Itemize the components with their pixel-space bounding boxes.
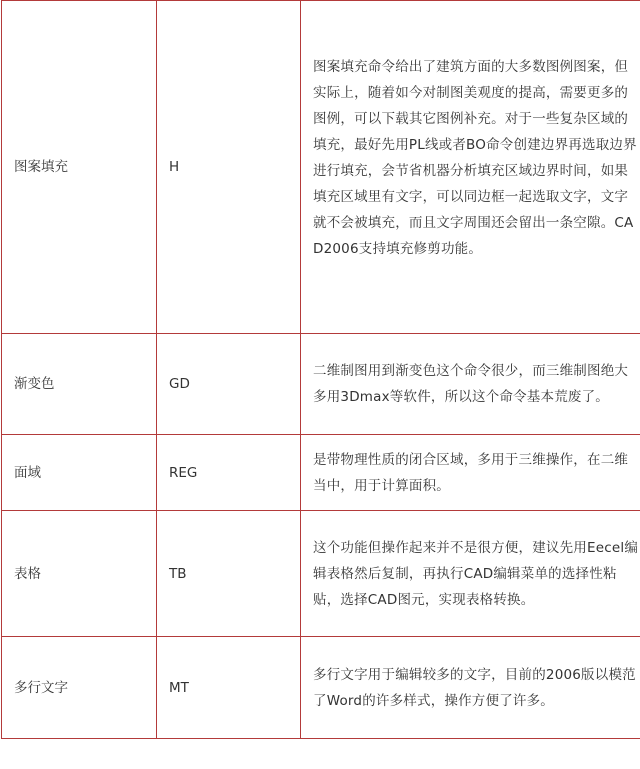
command-description: 图案填充命令给出了建筑方面的大多数图例图案，但实际上，随着如今对制图美观度的提高，需要更多的图例，可以下载其它图例补充。对于一些复杂区域的填充，最好先用PL线或者BO命令创建边界再选取边界进行填充，会节省机器分析填充区域边界时间，如果填充区域里有文字，可以同边框一起选取文字，文字就不会被填充，而且文字周围还会留出一条空隙。CAD2006支持填充修剪功能。 <box>313 59 637 257</box>
command-name-cell <box>2 334 157 435</box>
command-shortcut: REG <box>169 464 198 481</box>
command-description: 这个功能但操作起来并不是很方便，建议先用Eecel编辑表格然后复制，再执行CAD编辑菜单的选择性粘贴，选择CAD图元，实现表格转换。 <box>313 539 639 608</box>
command-shortcut-cell <box>157 1 301 334</box>
command-name-cell <box>2 1 157 334</box>
command-description: 是带物理性质的闭合区域，多用于三维操作，在二维当中，用于计算面积。 <box>313 451 629 494</box>
command-name: 图案填充 <box>14 159 68 175</box>
command-shortcut: H <box>169 159 180 175</box>
table-row <box>2 511 640 637</box>
command-description: 多行文字用于编辑较多的文字，目前的2006版以模范了Word的许多样式，操作方便了许多。 <box>313 666 636 709</box>
command-name: 表格 <box>14 565 41 582</box>
command-description-cell <box>301 435 640 511</box>
command-description-cell <box>301 637 640 739</box>
table-row <box>2 637 640 739</box>
command-shortcut: MT <box>169 679 189 696</box>
command-description-cell <box>301 1 640 334</box>
command-name-cell <box>2 511 157 637</box>
command-shortcut: GD <box>169 376 190 392</box>
command-shortcut: TB <box>169 565 187 582</box>
command-name: 渐变色 <box>14 376 55 392</box>
command-shortcut-cell <box>157 637 301 739</box>
cad-command-table <box>1 0 640 739</box>
command-description-cell <box>301 511 640 637</box>
command-shortcut-cell <box>157 435 301 511</box>
command-shortcut-cell <box>157 511 301 637</box>
command-name: 面域 <box>14 464 41 481</box>
command-description: 二维制图用到渐变色这个命令很少，而三维制图绝大多用3Dmax等软件，所以这个命令基本荒废了。 <box>313 363 629 405</box>
command-name-cell <box>2 637 157 739</box>
command-shortcut-cell <box>157 334 301 435</box>
table-row <box>2 334 640 435</box>
table-row <box>2 435 640 511</box>
table-row <box>2 1 640 334</box>
command-name: 多行文字 <box>14 679 68 696</box>
command-description-cell <box>301 334 640 435</box>
command-name-cell <box>2 435 157 511</box>
